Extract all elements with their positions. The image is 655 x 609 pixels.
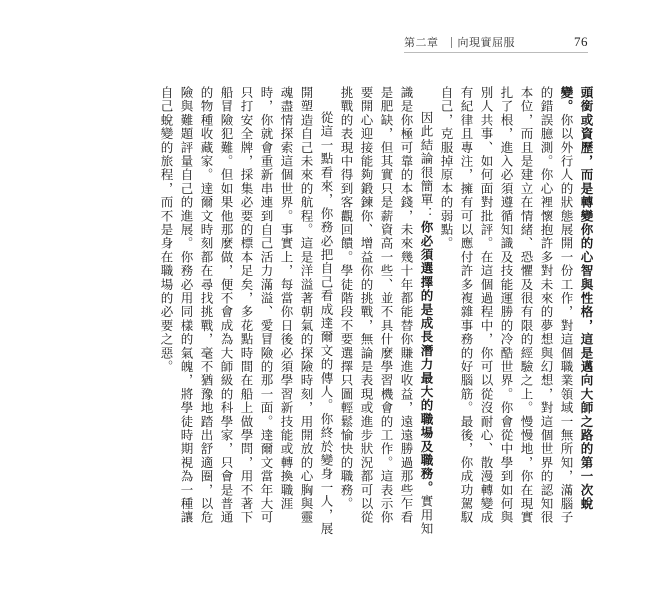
chapter-title: 向現實屈服 (457, 36, 515, 49)
running-header (404, 33, 588, 51)
p2-lead: 因此結論很簡單： (419, 111, 434, 221)
header-divider (451, 37, 452, 48)
page-number: 76 (574, 34, 588, 49)
body-text (159, 86, 596, 536)
p1-bold-lead: 頭銜或資歷，而是轉變你的心智與性格，這是邁向大師之路的第一次蛻變。 (559, 86, 594, 511)
p2-bold: 你必須選擇的是成長潛力最大的職場及職務。 (419, 220, 434, 495)
p1-rest: 你以外行人的狀態展開一份工作，對這個職業領域一無所知，滿腦子的錯誤臆測。你心裡懷抱許多對未來的夢想與幻想，對這個世界的認知很本位，而且是建立在情緒、恐懼及很有限的經驗之上。慢慢地，你在現實扎了根，進入必須遵循知識及技能運勝的冷酷世界。你會從中學到如何與別人共事、如何面對批評。在這個過程中，你可以從沒耐心、散漫轉變成有紀律且專注，擁有可以應付許多複雜事務的好腦筋。最後，你成功駕馭自己，克服掉原本的弱點。 (439, 86, 574, 525)
header-rule (404, 52, 588, 53)
chapter-label: 第二章 (404, 36, 439, 49)
paragraph-1 (436, 86, 596, 536)
paragraph-2 (336, 86, 436, 536)
paragraph-3: 從這一點看來，你務必把自己看成達爾文的傳人。你終於變身一人，展開塑造自己未來的航程。這是洋溢著朝氣的探險時刻，用開放的心胸與靈魂盡情探索這個世界。事實上，每當你日後必須學習新技能或轉換職涯時，你就會重新串連到自己活力滿溢、愛冒險的那一面。達爾文當年大可只打安全牌，採集必要的標本足矣，多花點時間在船上做學問，用不著下船冒險犯難。但如果他那麼做，便不會成為大師級的科學家，只會是普通的物種收藏家。達爾文時刻都在尋找挑戰，毫不猶豫地踏出舒適圈，以危險與難題評量自己的進展。你務必用同樣的氣魄，將學徒時期視為一種讓自己蛻變的旅程，而不是身在職場的必要之惡。 (159, 86, 334, 536)
p2-rest: 實用知識是你極可靠的本錢，未來幾十年都能替你賺進收益，遠遠勝過那些乍看是肥缺，但其實只是薪資高一些、並不具什麼學習機會的工作。這表示你要開心迎接能夠鍛鍊你、增益你的挑戰，無論是表現或進步狀況都可以從挑戰的表現中得到客觀回饋。學徒階段不要選擇只圖輕鬆愉快的職務。 (339, 86, 434, 536)
